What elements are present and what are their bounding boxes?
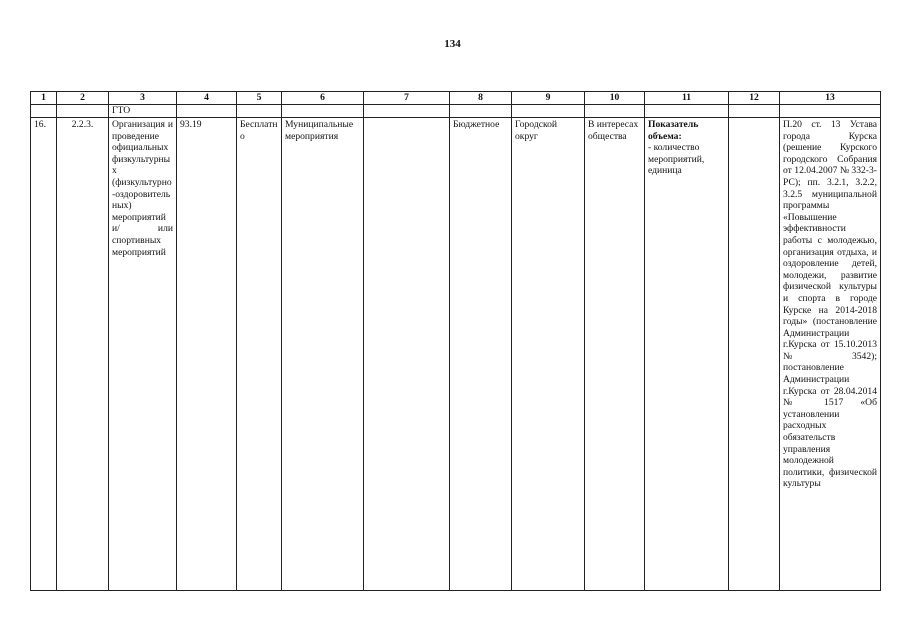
- col-header-2: 2: [57, 92, 109, 105]
- table-row: [31, 118, 881, 591]
- indicator-title: Показатель объема:: [648, 119, 699, 142]
- page-number: 134: [444, 38, 461, 50]
- payment-type: Бесплатно: [237, 118, 282, 591]
- col-header-9: 9: [512, 92, 585, 105]
- col-header-13: 13: [780, 92, 881, 105]
- service-name: Организация и проведение официальных физкультурных (физкультурно-оздоровительных) мероприятий и/ или спортивных мероприятий: [109, 118, 177, 591]
- col-header-1: 1: [31, 92, 57, 105]
- legal-basis: П.20 ст. 13 Устава города Курска (решение Курского городского Собрания от 12.04.2007 № 332-3-РС); пп. 3.2.1, 3.2.2, 3.2.5 муниципальной программы «Повышение эффективности работы с молодежью, организация отдыха, и оздоровление детей, молодежи, развитие физической культуры и спорта в городе Курске на 2014-2018 годы» (постановление Администрации г.Курска от 15.10.2013 № 3542); постановление Администрации г.Курска от 28.04.2014 № 1517 «Об установлении расходных обязательств управления молодежной политики, физической культуры: [780, 118, 881, 591]
- gto-cell: ГТО: [109, 105, 177, 118]
- territory: Городской округ: [512, 118, 585, 591]
- col-header-12: 12: [729, 92, 780, 105]
- okved-code: 93.19: [177, 118, 237, 591]
- column-7-cell: [364, 118, 450, 591]
- column-12-cell: [729, 118, 780, 591]
- budget-type: Бюджетное: [450, 118, 512, 591]
- col-header-6: 6: [282, 92, 364, 105]
- gto-continuation-row: [31, 105, 881, 118]
- col-header-4: 4: [177, 92, 237, 105]
- service-type: Муниципальные мероприятия: [282, 118, 364, 591]
- services-table: [30, 91, 881, 591]
- service-code: 2.2.3.: [57, 118, 109, 591]
- header-row: [31, 92, 881, 105]
- interest: В интересах общества: [585, 118, 645, 591]
- col-header-5: 5: [237, 92, 282, 105]
- indicator-text: - количество мероприятий, единица: [648, 142, 705, 177]
- col-header-10: 10: [585, 92, 645, 105]
- col-header-3: 3: [109, 92, 177, 105]
- indicator-cell: [645, 118, 729, 591]
- col-header-7: 7: [364, 92, 450, 105]
- col-header-8: 8: [450, 92, 512, 105]
- col-header-11: 11: [645, 92, 729, 105]
- row-number: 16.: [31, 118, 57, 591]
